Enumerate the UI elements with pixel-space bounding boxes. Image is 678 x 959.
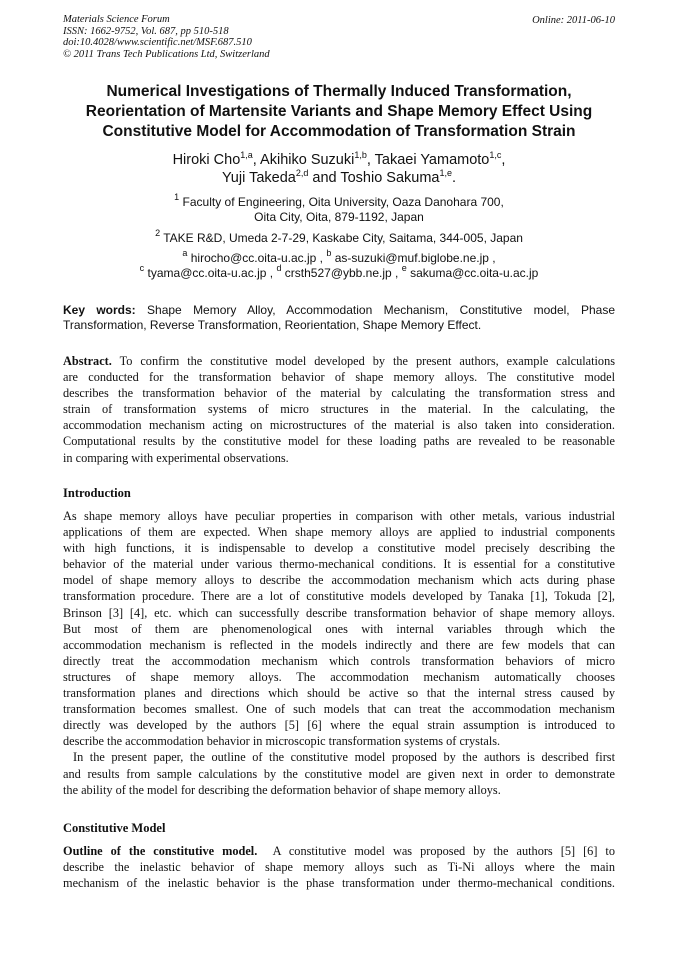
- email-link[interactable]: as-suzuki@muf.biglobe.ne.jp: [334, 251, 489, 265]
- abstract-line: accommodation mechanism acting on microstructures of the material is also taken into consideration.: [63, 418, 615, 433]
- email-link[interactable]: hirocho@cc.oita-u.ac.jp: [190, 251, 317, 265]
- intro-line: directly treat the accommodation mechanism which controls transformation behaviors of micro: [63, 653, 615, 668]
- author-list: Hiroki Cho$^{1,a}$, Akihiko Suzuki$^{1,b}$, Takaei Yamamoto$^{1,c}$, Yuji Takeda$^{2,d}$ and Toshio Sakuma$^{1,e}$.: [172, 150, 506, 186]
- intro-line: the ability of the model for describing the deformation behavior of shape memory alloys.: [63, 782, 501, 797]
- intro-line: transformation procedure. There are a lot of constitutive models developed by Tanaka [1], Tokuda [2],: [63, 589, 615, 604]
- intro-line: transformation planes and directions which should be active so that the internal stress caused by: [63, 686, 615, 701]
- author-affil-mark: 2,d: [295, 168, 309, 178]
- introduction-body: [63, 508, 615, 798]
- affil-text: Faculty of Engineering, Oita University, Oaza Danohara 700,: [182, 195, 504, 209]
- keywords-text: Shape Memory Alloy, Accommodation Mechanism, Constitutive model, Phase Transformation, Reverse Transformation, Reorientation, Shape Memory Effect.: [63, 303, 615, 332]
- affiliation-2: [63, 228, 615, 246]
- constitutive-body: [63, 843, 615, 891]
- intro-line: structures of shape memory alloys. The accommodation mechanism automatically chooses: [63, 669, 615, 684]
- abstract-line: strain of transformation systems of micro structures in the material. In the calculating, the: [63, 402, 615, 417]
- intro-line: behavior of the material under various thermo-mechanical conditions. It is essential for a constitutive: [63, 557, 615, 572]
- affil-mark: 1: [174, 192, 180, 202]
- email-mark: d: [276, 263, 282, 273]
- issn: ISSN: 1662-9752, Vol. 687, pp 510-518: [63, 25, 229, 37]
- section-heading-constitutive-model: Constitutive Model: [63, 821, 166, 835]
- email-mark: e: [401, 263, 407, 273]
- section-heading-introduction: Introduction: [63, 486, 131, 500]
- email-mark: c: [139, 263, 145, 273]
- author-affil-mark: 1,c: [489, 150, 502, 160]
- intro-line: Brinson [3] [4], etc. which can successfully describe transformation behavior of shape memory alloys.: [63, 605, 615, 620]
- abstract-line: describes the transformation behavior of the material by calculating the transformation stress and: [63, 386, 615, 401]
- intro-line: with high functions, it is indispensable to develop a constitutive model precisely describing the: [63, 541, 615, 556]
- author-affil-mark: 1,b: [354, 150, 367, 160]
- paper-title: [63, 82, 615, 142]
- constitutive-line: A constitutive model was proposed by the authors [5] [6] to: [272, 844, 615, 858]
- constitutive-line: describe the inelastic behavior of shape memory alloys such as Ti-Ni alloys where the main: [63, 860, 615, 875]
- intro-line: and results from sample calculations by the constitutive model are given next in order to demonstrate: [63, 766, 615, 781]
- journal-name: Materials Science Forum: [63, 14, 170, 25]
- constitutive-line: mechanism of the inelastic behavior is the phase transformation under thermo-mechanical conditions.: [63, 876, 615, 891]
- email-link[interactable]: sakuma@cc.oita-u.ac.jp: [410, 266, 539, 280]
- affiliation-1: [63, 192, 615, 225]
- copyright: © 2011 Trans Tech Publications Ltd, Switzerland: [63, 48, 270, 60]
- intro-line: describe the accommodation behavior in microscopic transformation systems of crystals.: [63, 734, 501, 749]
- email-mark: a: [182, 248, 188, 258]
- abstract-line: are conducted for the transformation behavior of shape memory alloys. The constitutive model: [63, 370, 615, 385]
- title-line: Numerical Investigations of Thermally Induced Transformation,: [106, 83, 572, 100]
- title-line: Constitutive Model for Accommodation of Transformation Strain: [102, 123, 576, 140]
- author-affil-mark: 1,e: [439, 168, 453, 178]
- abstract: [63, 353, 615, 466]
- intro-line: As shape memory alloys have peculiar properties in comparison with other metals, various industrial: [63, 509, 615, 523]
- intro-line: But most of them are phenomenological ones with internal variables through which the: [63, 621, 615, 636]
- intro-line: directly was developed by the authors [5] [6] where the equal strain assumption is introduced to: [63, 718, 615, 733]
- email-link[interactable]: crsth527@ybb.ne.jp: [284, 266, 392, 280]
- online-date: Online: 2011-06-10: [532, 15, 615, 26]
- abstract-label: Abstract.: [63, 354, 112, 368]
- journal-header: [63, 14, 270, 60]
- author-name: Hiroki Cho: [172, 152, 241, 168]
- affil-text: Oita City, Oita, 879-1192, Japan: [254, 210, 424, 224]
- author-name: Yuji Takeda: [221, 170, 296, 186]
- keywords-label: Key words:: [63, 303, 136, 317]
- affil-text: TAKE R&D, Umeda 2-7-29, Kaskabe City, Saitama, 344-005, Japan: [163, 231, 523, 245]
- author-name: Takaei Yamamoto: [374, 152, 490, 168]
- abstract-line: Computational results by the constitutive model for these loading paths are revealed to be reasonable: [63, 434, 615, 449]
- intro-line: accommodation mechanism is reflected in the models indirectly and there are few models that can: [63, 637, 615, 652]
- keywords: [63, 303, 615, 333]
- affil-mark: 2: [155, 228, 161, 238]
- email-link[interactable]: tyama@cc.oita-u.ac.jp: [147, 266, 267, 280]
- email-mark: b: [326, 248, 332, 258]
- intro-line: model of shape memory alloys to describe the accommodation mechanism which acts during phase: [63, 573, 615, 588]
- intro-line: In the present paper, the outline of the constitutive model proposed by the authors is described first: [73, 750, 615, 765]
- abstract-line: To confirm the constitutive model developed by the present authors, example calculations: [119, 354, 616, 368]
- subsection-label: Outline of the constitutive model.: [63, 844, 258, 858]
- author-affil-mark: 1,a: [240, 150, 253, 160]
- intro-line: applications of them are expected. When shape memory alloys are applied to industrial components: [63, 525, 615, 540]
- doi: doi:10.4028/www.scientific.net/MSF.687.510: [63, 37, 252, 48]
- author-name: Toshio Sakuma: [340, 170, 440, 186]
- author-name: Akihiko Suzuki: [260, 152, 355, 168]
- email-list: $^a$ hirocho@cc.oita-u.ac.jp , $^b$ as-suzuki@muf.biglobe.ne.jp , $^c$ tyama@cc.oita-u.ac.jp , $^d$ crsth527@ybb.ne.jp , $^e$ sakuma@cc.oita-u.ac.jp: [139, 248, 539, 280]
- abstract-line: in comparing with experimental observations.: [63, 450, 289, 465]
- intro-line: transformation becomes smallest. One of such models that can treat the accommodation mechanism: [63, 702, 615, 717]
- title-line: Reorientation of Martensite Variants and Shape Memory Effect Using: [85, 103, 593, 120]
